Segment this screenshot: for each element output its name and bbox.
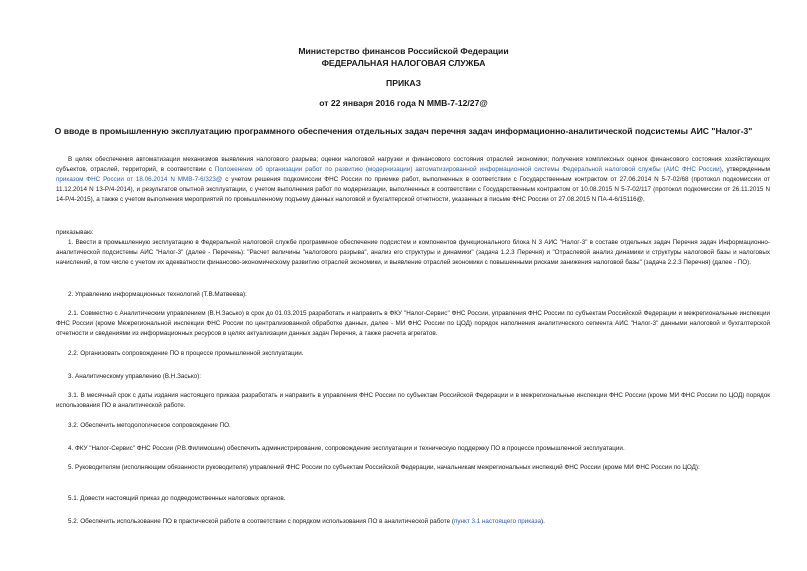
item-2-2: 2.2. Организовать сопровождение ПО в процессе промышленной эксплуатации. <box>68 350 304 357</box>
item-3-2: 3.2. Обеспечить методологическое сопровождение ПО. <box>68 422 231 429</box>
item-2: 2. Управлению информационных технологий (Т.В.Матвеева): <box>68 291 247 298</box>
item-5: 5. Руководителям (исполняющим обязанности руководителя) управлений ФНС России по субъектам Российской Федерации, начальникам межрегиональных инспекций ФНС России (кроме МИ ФНС России по ЦОД): <box>68 464 700 471</box>
service-name: ФЕДЕРАЛЬНАЯ НАЛОГОВАЯ СЛУЖБА <box>321 58 486 68</box>
doc-date-number: от 22 января 2016 года N ММВ-7-12/27@ <box>319 98 488 108</box>
doc-type: ПРИКАЗ <box>386 78 421 88</box>
item-1: 1. Ввести в промышленную эксплуатацию в Федеральной налоговой службе программное обеспечение подсистем и компонентов функционального блока N 3 АИС "Налог-3" в составе отдельных задач Перечня задач Информационно-аналитической подсистемы АИС "Налог-3" (далее - Перечень): "Расчет величины "налогового разрыва", анализ его структуры и динамики" (задача 1.2.3 Перечня) и "Отраслевой анализ динамики и структуры налоговой базы и налоговых начислений, в том числе с учетом их адекватности финансово-экономическому развитию отраслей экономики, и выявление отраслей экономики с повышенными рисками занижения налоговой базы" (задача 2.2.3 Перечня) (далее - ПО). <box>56 239 770 266</box>
preamble-text-1: В целях обеспечения автоматизации механизмов выявления налогового разрыва; оценки налоговой нагрузки и финансового состояния отраслей экономики; получения комплексных оценок финансового состояния хозяйствующих субъектов, отраслей, территорий, в соответствии с <box>56 156 770 173</box>
clause-3-1-link[interactable]: пункт 3.1 настоящего приказа <box>453 518 541 525</box>
item-5-1: 5.1. Довести настоящий приказ до подведомственных налоговых органов. <box>68 495 286 502</box>
item-3-1: 3.1. В месячный срок с даты издания настоящего приказа разработать и направить в управления ФНС России по субъектам Российской Федерации и в межрегиональные инспекции ФНС России (кроме МИ ФНС России по ЦОД) порядок использования ПО в аналитической работе. <box>56 392 770 409</box>
item-3: 3. Аналитическому управлению (В.Н.Засько): <box>68 373 201 380</box>
item-2-1: 2.1. Совместно с Аналитическим управлением (В.Н.Засько) в срок до 01.03.2015 разработать и направить в ФКУ "Налог-Сервис" ФНС России, управления ФНС России по субъектам Российской Федерации и межрегиональные инспекции ФНС России (кроме Межрегиональной инспекции ФНС России по централизованной обработке данных, далее - МИ ФНС России по ЦОД) порядок наполнения аналитического сегмента АИС "Налог-3" данными налоговой и бухгалтерской отчетности и сведениями из информационных ресурсов в целях актуализации данных задач Перечня, а также расчета агрегатов. <box>56 310 770 337</box>
preamble <box>56 155 770 205</box>
ministry-name: Министерство финансов Российской Федерации <box>298 46 509 56</box>
preamble-text-3: с учетом решения подкомиссии ФНС России по приемке работ, выполненных в соответствии с Государственным контрактом от 27.06.2014 N 5-7-02/68 (протокол подкомиссии от 11.12.2014 N 13-Р/4-2014), и результатов опытной эксплуатации, с учетом выполнения работ по модернизации, выполненных в соответствии с Государственным контрактом от 10.08.2015 N 5-7-02/117 (протокол подкомиссии от 26.11.2015 N 14-Р/4-2015), а также с учетом выполнения мероприятий по промышленному подъему данных налоговой и бухгалтерской отчетности, указанных в письме ФНС России от 27.08.2015 N ПА-4-6/15116@, <box>56 176 770 203</box>
item-5-2-text: 5.2. Обеспечить использование ПО в практической работе в соответствии с порядком использования ПО в аналитической работе ( <box>68 518 454 525</box>
regulation-link[interactable]: Положением об организации работ по развитию (модернизации) автоматизированной информационной системы Федеральной налоговой службы (АИС ФНС России) <box>214 166 722 173</box>
item-5-2-end: ). <box>540 518 545 525</box>
doc-title: О вводе в промышленную эксплуатацию программного обеспечения отдельных задач перечня задач информационно-аналитической подсистемы АИС "Налог-3" <box>54 126 753 136</box>
order-word: приказываю: <box>56 229 94 236</box>
order-link[interactable]: приказом ФНС России от 18.06.2014 N ММВ-7-6/323@ <box>56 176 223 183</box>
preamble-text-2: , утвержденным <box>721 166 770 173</box>
item-4: 4. ФКУ "Налог-Сервис" ФНС России (Р.В.Филимошин) обеспечить администрирование, сопровождение эксплуатации и техническую поддержку ПО в процессе промышленной эксплуатации. <box>68 445 625 452</box>
item-5-2 <box>68 517 770 527</box>
